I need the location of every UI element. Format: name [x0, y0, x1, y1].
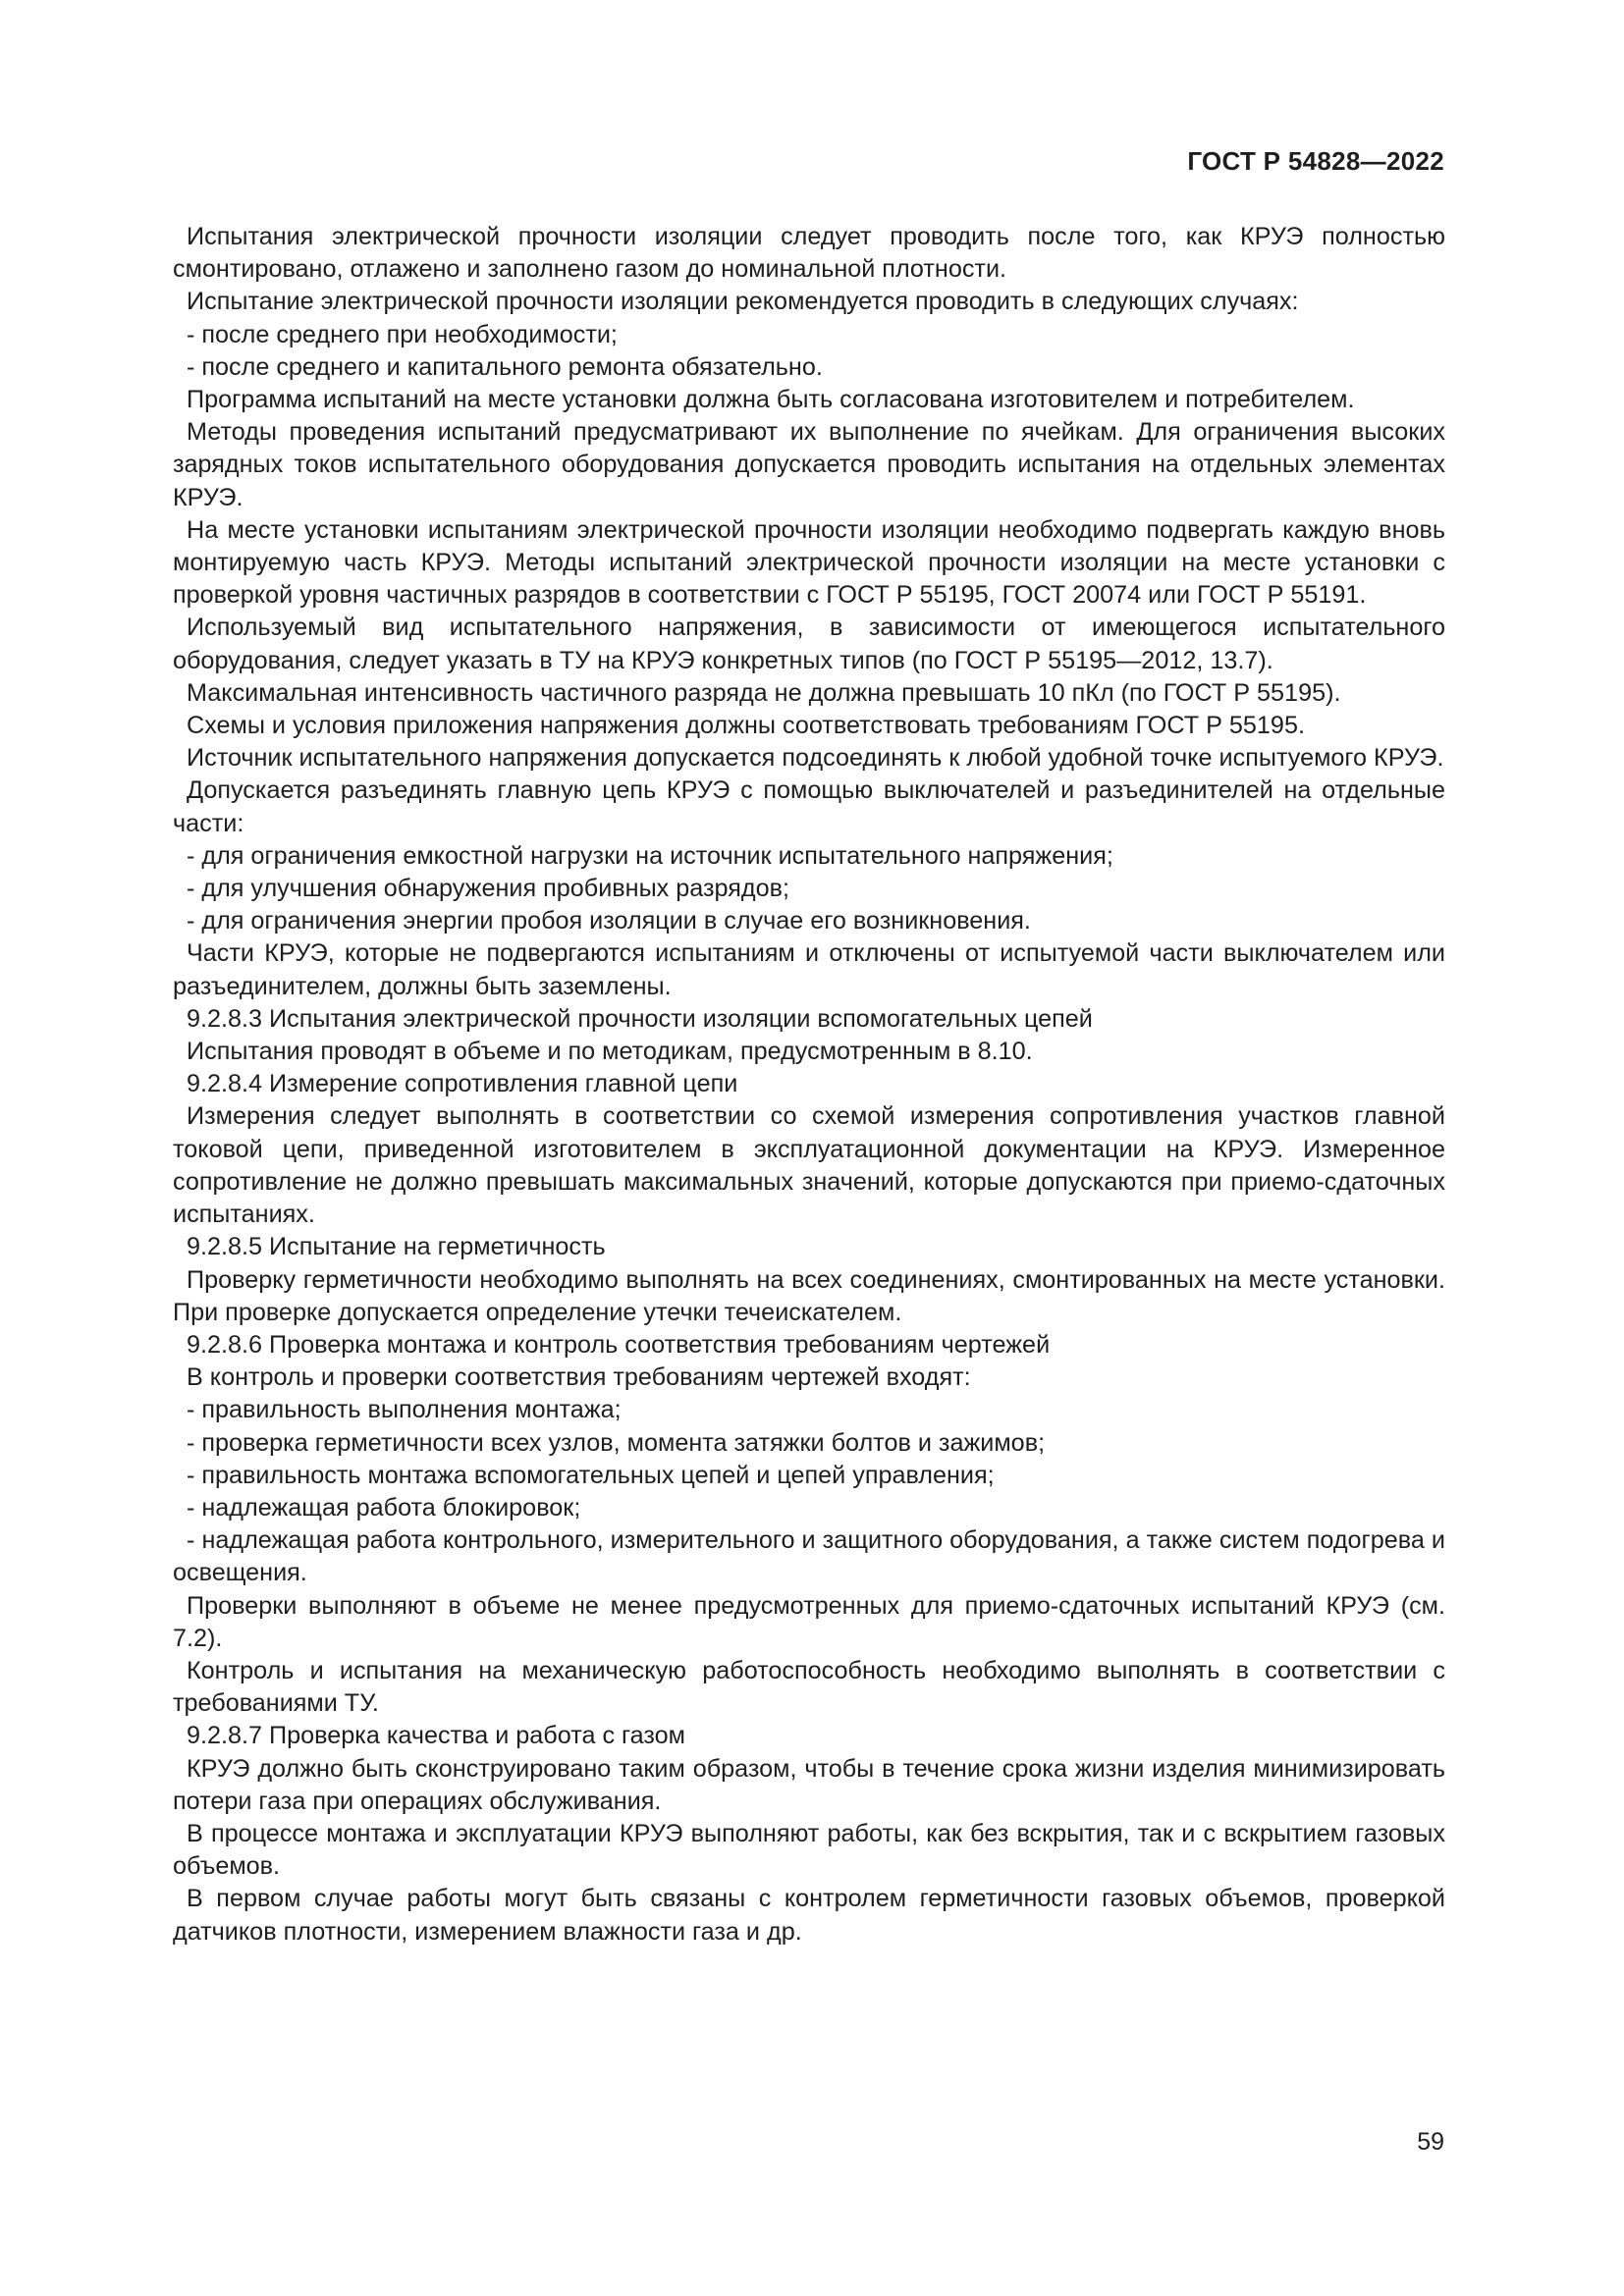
paragraph: Используемый вид испытательного напряжения, в зависимости от имеющегося испытательного оборудования, следует указать в ТУ на КРУЭ конкретных типов (по ГОСТ Р 55195—2012, 13.7). [173, 614, 1445, 674]
list-item: - надлежащая работа блокировок; [187, 1493, 581, 1522]
list-item: - для ограничения энергии пробоя изоляции в случае его возникновения. [187, 907, 1031, 935]
document-header: ГОСТ Р 54828—2022 [1187, 146, 1444, 176]
list-item: - для улучшения обнаружения пробивных разрядов; [187, 875, 789, 903]
paragraph: Проверку герметичности необходимо выполнять на всех соединениях, смонтированных на месте установки. При проверке допускается определение утечки течеискателем. [173, 1265, 1445, 1326]
list-item: - после среднего и капитального ремонта обязательно. [187, 352, 823, 381]
page-number: 59 [1417, 2128, 1444, 2156]
list-item: - после среднего при необходимости; [187, 320, 618, 348]
paragraph: Источник испытательного напряжения допускается подсоединять к любой удобной точке испытуемого КРУЭ. [187, 744, 1444, 773]
paragraph: Максимальная интенсивность частичного разряда не должна превышать 10 пКл (по ГОСТ Р 55195). [187, 678, 1341, 707]
section-heading: 9.2.8.5 Испытание на герметичность [187, 1233, 606, 1261]
paragraph: Контроль и испытания на механическую работоспособность необходимо выполнять в соответствии с требованиями ТУ. [173, 1656, 1445, 1718]
list-item: - для ограничения емкостной нагрузки на источник испытательного напряжения; [187, 841, 1113, 870]
list-item: - правильность выполнения монтажа; [187, 1396, 622, 1424]
paragraph: Испытания электрической прочности изоляции следует проводить после того, как КРУЭ полностью смонтировано, отлажено и заполнено газом до номинальной плотности. [173, 223, 1445, 284]
paragraph: Испытание электрической прочности изоляции рекомендуется проводить в следующих случаях: [187, 288, 1299, 316]
paragraph: Части КРУЭ, которые не подвергаются испытаниям и отключены от испытуемой части выключателем или разъединителем, должны быть заземлены. [173, 939, 1445, 1000]
paragraph: Испытания проводят в объеме и по методикам, предусмотренным в 8.10. [187, 1038, 1033, 1066]
section-heading: 9.2.8.4 Измерение сопротивления главной цепи [187, 1070, 738, 1098]
paragraph: Измерения следует выполнять в соответствии со схемой измерения сопротивления участков главной токовой цепи, приведенной изготовителем в эксплуатационной документации на КРУЭ. Измеренное сопротивление не должно превышать максимальных значений, которые допускаются при приемо-сдаточных испытаниях. [173, 1102, 1445, 1229]
list-item: - правильность монтажа вспомогательных цепей и цепей управления; [187, 1461, 995, 1489]
paragraph: Методы проведения испытаний предусматривают их выполнение по ячейкам. Для ограничения высоких зарядных токов испытательного оборудования допускается проводить испытания на отдельных элементах КРУЭ. [173, 418, 1445, 511]
paragraph: Схемы и условия приложения напряжения должны соответствовать требованиям ГОСТ Р 55195. [187, 712, 1305, 740]
section-heading: 9.2.8.3 Испытания электрической прочности изоляции вспомогательных цепей [187, 1004, 1093, 1033]
paragraph: Проверки выполняют в объеме не менее предусмотренных для приемо-сдаточных испытаний КРУЭ (см. 7.2). [173, 1591, 1445, 1652]
list-item: - надлежащая работа контрольного, измерительного и защитного оборудования, а также систем подогрева и освещения. [173, 1526, 1445, 1587]
paragraph: В контроль и проверки соответствия требованиям чертежей входят: [187, 1363, 971, 1392]
section-heading: 9.2.8.6 Проверка монтажа и контроль соответствия требованиям чертежей [187, 1330, 1051, 1359]
list-item: - проверка герметичности всех узлов, момента затяжки болтов и зажимов; [187, 1428, 1046, 1457]
body-text [173, 221, 1445, 1949]
paragraph: Программа испытаний на месте установки должна быть согласована изготовителем и потребителем. [187, 386, 1355, 414]
paragraph: В процессе монтажа и эксплуатации КРУЭ выполняют работы, как без вскрытия, так и с вскрытием газовых объемов. [173, 1819, 1445, 1881]
paragraph: Допускается разъединять главную цепь КРУЭ с помощью выключателей и разъединителей на отдельные части: [173, 776, 1445, 837]
paragraph: КРУЭ должно быть сконструировано таким образом, чтобы в течение срока жизни изделия минимизировать потери газа при операциях обслуживания. [173, 1754, 1445, 1815]
section-heading: 9.2.8.7 Проверка качества и работа с газом [187, 1722, 685, 1750]
paragraph: На месте установки испытаниям электрической прочности изоляции необходимо подвергать каждую вновь монтируемую часть КРУЭ. Методы испытаний электрической прочности изоляции на месте установки с проверкой уровня частичных разрядов в соответствии с ГОСТ Р 55195, ГОСТ 20074 или ГОСТ Р 55191. [173, 515, 1445, 610]
paragraph: В первом случае работы могут быть связаны с контролем герметичности газовых объемов, проверкой датчиков плотности, измерением влажности газа и др. [173, 1885, 1445, 1946]
